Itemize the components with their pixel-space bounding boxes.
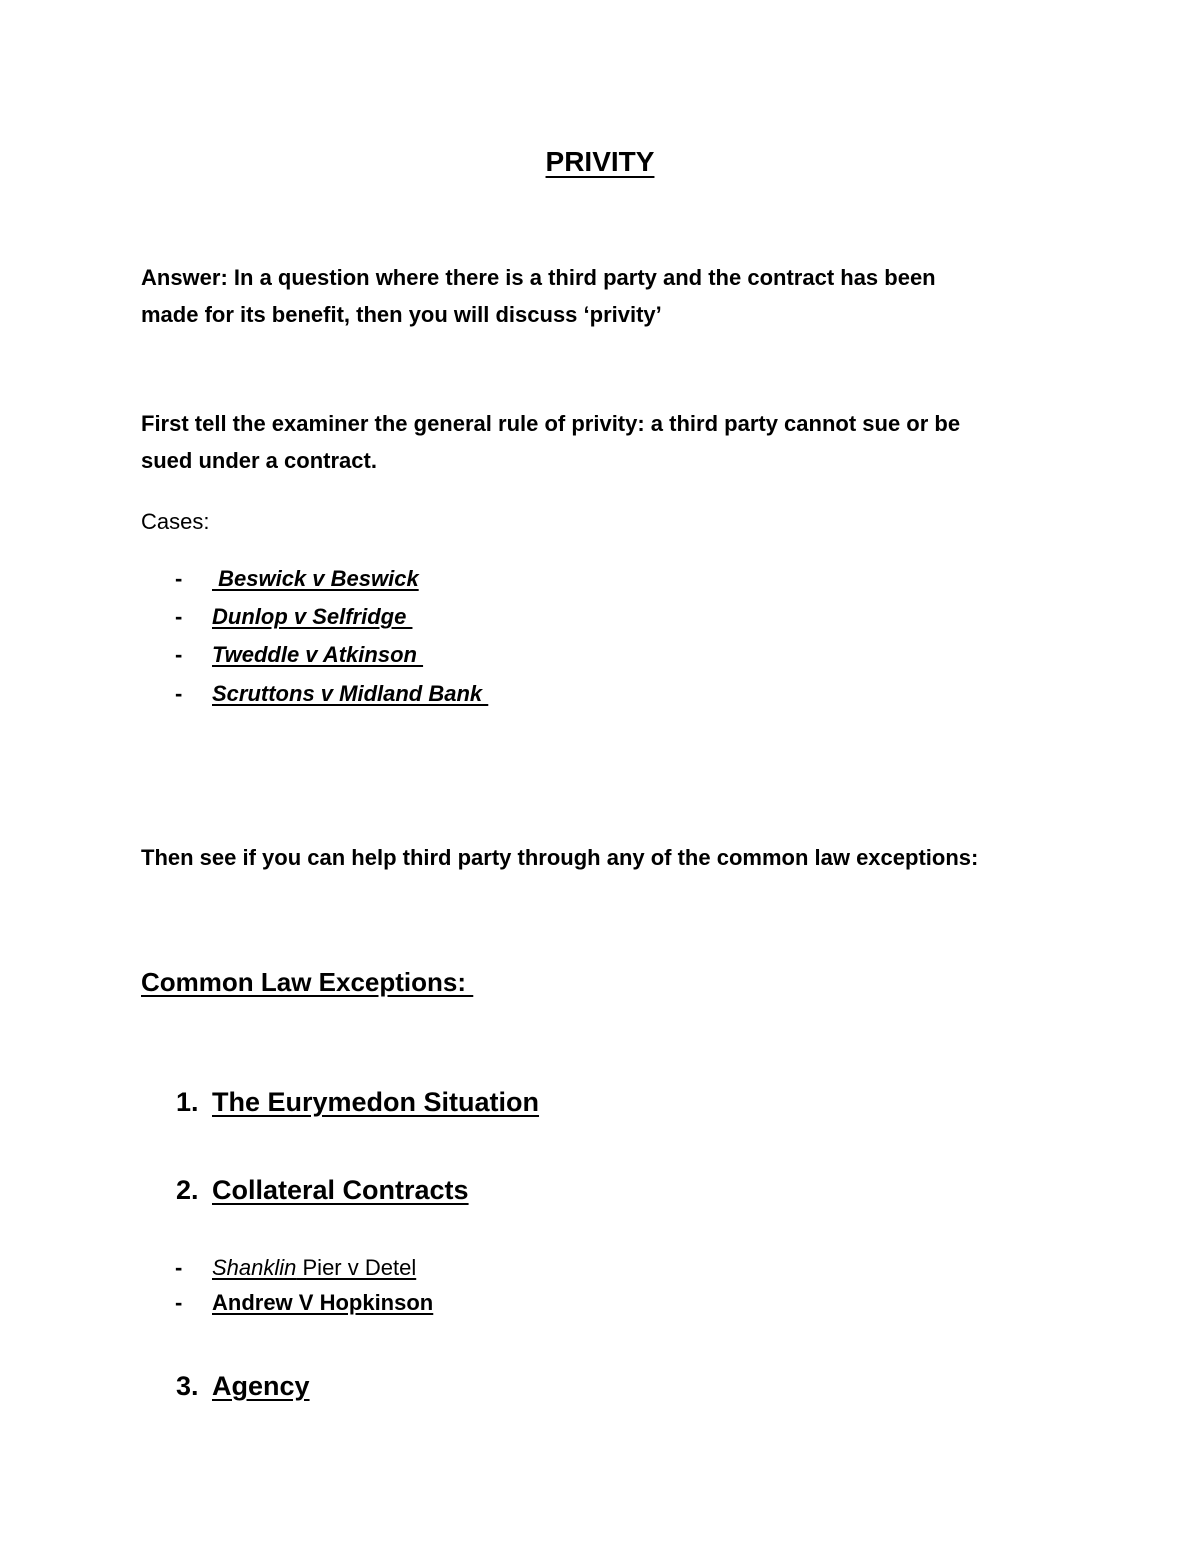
exceptions-heading: Common Law Exceptions: [141,967,474,997]
intro-paragraph [141,259,936,333]
exception-item [176,1172,469,1208]
exception-number: 1. [176,1087,199,1117]
bullet-dash: - [175,681,183,706]
case-name: Andrew V Hopkinson [212,1290,434,1315]
exception-label: Agency [212,1371,310,1401]
bullet-dash: - [175,1290,183,1315]
case-name: Beswick v Beswick [212,566,419,591]
exception-item [176,1084,539,1120]
case-name: Tweddle v Atkinson [212,642,424,667]
case-name: Dunlop v Selfridge [212,604,413,629]
case-item [175,564,419,594]
intro-line-2: made for its benefit, then you will discuss ‘privity’ [141,302,662,327]
bullet-dash: - [175,604,183,629]
page-title: PRIVITY [545,146,655,177]
cases-label: Cases: [141,509,210,534]
exception-item [176,1368,310,1404]
collateral-case-item [175,1253,416,1283]
general-rule-line-2: sued under a contract. [141,448,377,473]
collateral-case-item [175,1288,433,1318]
case-name-rest: Pier v Detel [296,1255,417,1280]
general-rule-line-1: First tell the examiner the general rule of privity: a third party cannot sue or be [141,411,961,436]
exceptions-intro: Then see if you can help third party through any of the common law exceptions: [141,845,979,870]
exception-label: Collateral Contracts [212,1175,469,1205]
exception-label: The Eurymedon Situation [212,1087,540,1117]
bullet-dash: - [175,642,183,667]
exception-number: 3. [176,1371,199,1401]
intro-line-1: Answer: In a question where there is a third party and the contract has been [141,265,936,290]
exception-number: 2. [176,1175,199,1205]
case-item [175,679,488,709]
case-name-italic-part: Shanklin [212,1255,297,1280]
case-name: Scruttons v Midland Bank [212,681,489,706]
case-item [175,640,423,670]
bullet-dash: - [175,1255,183,1280]
case-item [175,602,412,632]
general-rule-paragraph [141,405,960,479]
bullet-dash: - [175,566,183,591]
